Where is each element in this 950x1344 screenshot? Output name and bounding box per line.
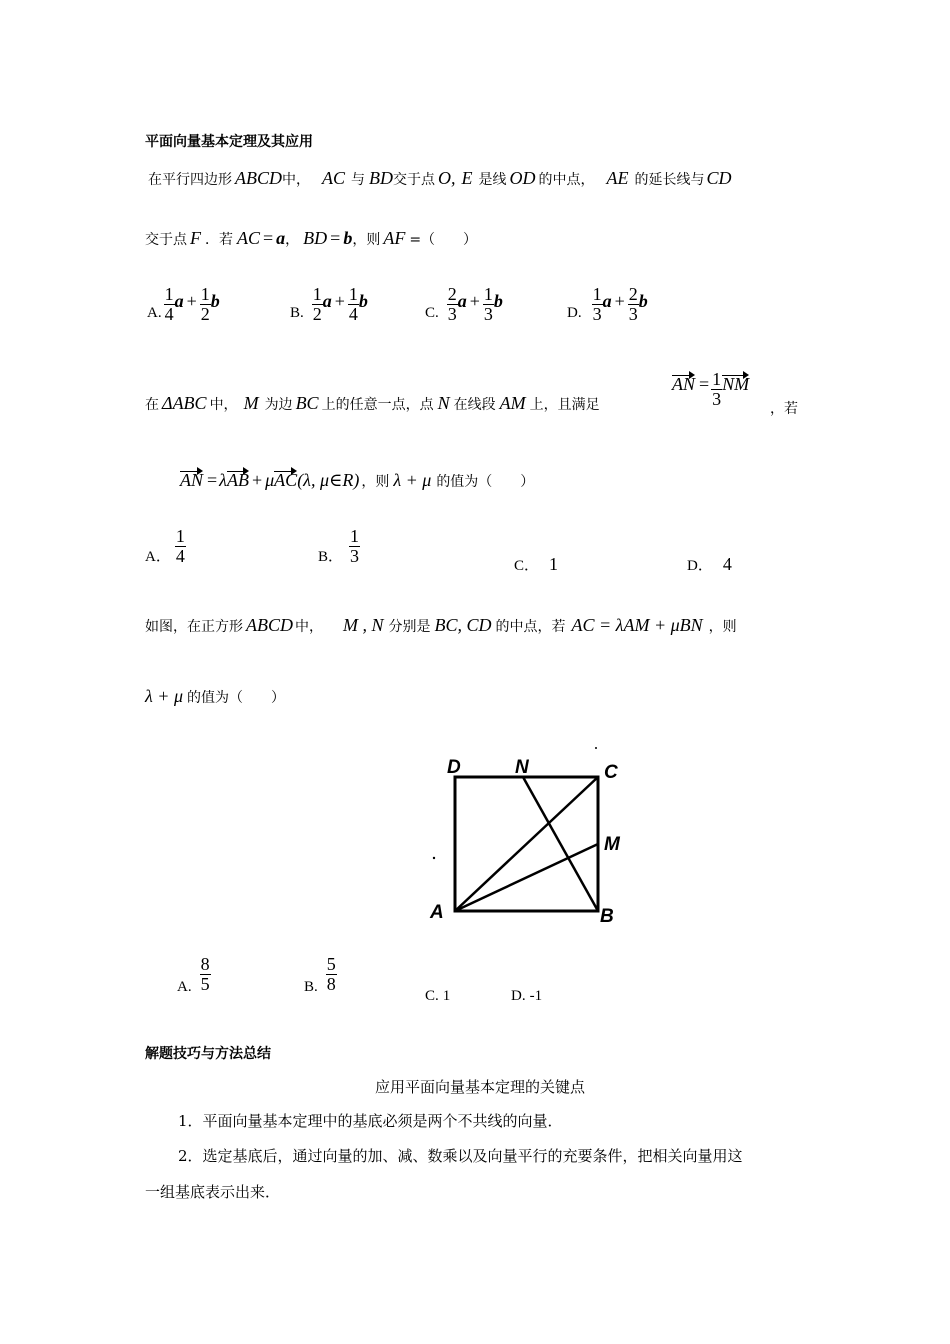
q1-math: AC	[237, 228, 261, 248]
q2-line-1: 在 ΔABC 中， M 为边 BC 上的任意一点，点 N 在线段 AM 上，且满足	[145, 393, 600, 413]
q2-option-b[interactable]: B． $\frac{1}{3}$	[318, 526, 360, 566]
q1-option-c[interactable]: C. $\frac{2}{3}$ a + $\frac{1}{3}$ b	[425, 284, 503, 324]
q3-line-1: 如图，在正方形 ABCD 中， M , N 分别是 BC, CD 的中点，若 AC = λAM + μBN ，则	[145, 615, 737, 635]
summary-title: 解题技巧与方法总结	[145, 1046, 271, 1062]
q1-math: BD	[369, 168, 394, 188]
q1-text: 是线	[478, 172, 507, 188]
q1-option-a[interactable]: A. $\frac{1}{4}$ a + $\frac{1}{2}$ b	[147, 284, 220, 324]
square-figure	[420, 740, 640, 930]
q3-option-b[interactable]: B. $\frac{5}{8}$	[304, 954, 336, 995]
summary-point-2-cont: 一组基底表示出来．	[145, 1183, 281, 1201]
line-ac	[455, 777, 598, 911]
q3-option-c[interactable]: C. 1	[425, 988, 451, 1004]
label-a: A	[430, 902, 444, 923]
label-b: B	[600, 906, 614, 927]
q1-math: BD	[303, 228, 328, 248]
q1-math: b	[343, 228, 353, 248]
q1-math: OD	[509, 168, 536, 188]
q1-math: a	[276, 228, 286, 248]
q1-math: AC	[322, 168, 346, 188]
q2-option-c[interactable]: C． 1	[514, 554, 559, 574]
q3-line-2: λ + μ 的值为（ ）	[145, 686, 285, 706]
label-c: C	[604, 762, 618, 783]
stray-dot	[595, 747, 597, 749]
line-am	[455, 844, 598, 911]
label-m: M	[604, 834, 620, 855]
q1-text: ，	[285, 232, 300, 248]
q1-math: AF	[383, 228, 406, 248]
q1-text: =（ ）	[409, 232, 478, 248]
stray-dot	[433, 857, 435, 859]
q1-math: =	[330, 228, 341, 248]
q2-condition: AN = $\frac{1}{3}$ NM	[672, 369, 750, 409]
q2-option-d[interactable]: D． 4	[687, 554, 732, 574]
label-n: N	[515, 757, 529, 778]
section-title: 平面向量基本定理及其应用	[145, 134, 313, 150]
q1-math: E	[461, 168, 473, 188]
q3-option-a[interactable]: A. $\frac{8}{5}$	[177, 954, 210, 995]
line-bn	[523, 777, 598, 911]
q1-text: 的延长线与	[634, 172, 705, 188]
label-d: D	[447, 757, 461, 778]
q1-text: 中，	[282, 172, 310, 188]
summary-subtitle: 应用平面向量基本定理的关键点	[375, 1078, 586, 1096]
q1-text: 交于点	[393, 172, 436, 188]
q2-option-a[interactable]: A． $\frac{1}{4}$	[145, 526, 185, 566]
q1-text: 的中点，	[538, 172, 595, 188]
q1-text: ，则	[352, 232, 381, 248]
summary-point-1: 1．平面向量基本定理中的基底必须是两个不共线的向量．	[178, 1112, 563, 1130]
q1-math: F	[190, 228, 201, 248]
q1-line-1	[148, 168, 732, 189]
q1-math: ABCD	[235, 168, 282, 188]
q1-option-b[interactable]: B. $\frac{1}{2}$ a + $\frac{1}{4}$ b	[290, 284, 368, 324]
q1-text: ．若	[205, 232, 233, 248]
q1-text: 与	[351, 172, 366, 188]
q3-option-d[interactable]: D. -1	[511, 988, 543, 1004]
q1-option-d[interactable]: D. $\frac{1}{3}$ a + $\frac{2}{3}$ b	[567, 284, 648, 324]
q1-math: CD	[706, 168, 732, 188]
summary-point-2: 2．选定基底后，通过向量的加、减、数乘以及向量平行的充要条件，把相关向量用这	[178, 1147, 743, 1165]
q2-text: ，若	[770, 401, 798, 417]
q1-line-2	[145, 228, 477, 249]
q1-math: =	[263, 228, 274, 248]
q1-text: 交于点	[145, 232, 187, 248]
q2-line-2: AN = λ AB + μ AC (λ, μ∈R) ，则 λ + μ 的值为（ ）	[180, 470, 535, 490]
q1-math: O,	[438, 168, 456, 188]
q1-math: AE	[606, 168, 629, 188]
q1-text: 在平行四边形	[148, 172, 232, 188]
